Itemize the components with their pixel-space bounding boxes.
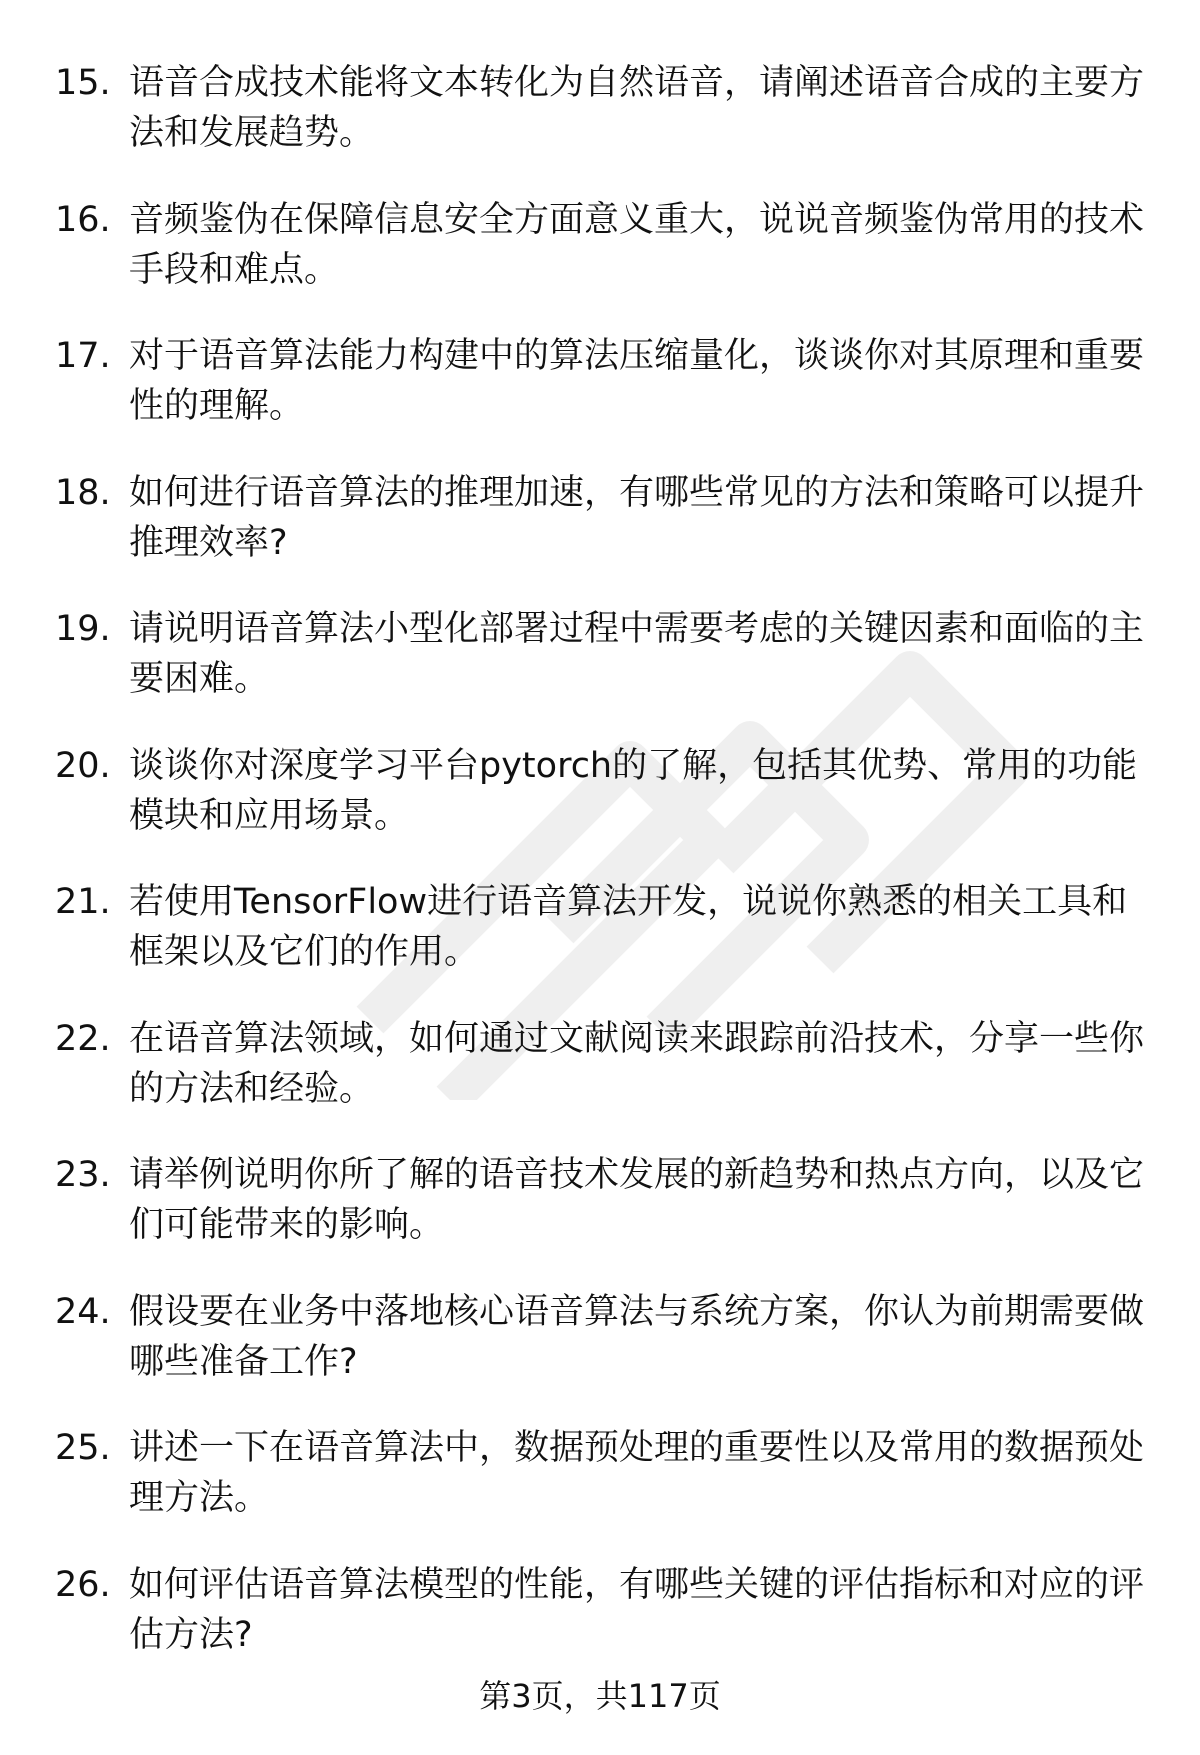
question-number: 22.	[55, 1018, 111, 1059]
question-text: 如何进行语音算法的推理加速，有哪些常见的方法和策略可以提升推理效率?	[129, 472, 1145, 563]
question-item	[55, 877, 1165, 977]
question-item	[55, 1014, 1165, 1114]
page-footer: 第3页，共117页	[479, 1677, 721, 1715]
question-number: 23.	[55, 1155, 111, 1195]
question-item	[55, 331, 1165, 431]
question-item	[55, 1150, 1165, 1250]
question-list	[55, 58, 1165, 1696]
question-text: 语音合成技术能将文本转化为自然语音，请阐述语音合成的主要方法和发展趋势。	[129, 63, 1145, 153]
question-number: 16.	[55, 199, 111, 240]
question-item	[55, 1423, 1165, 1523]
question-text: 若使用TensorFlow进行语音算法开发，说说你熟悉的相关工具和框架以及它们的作用。	[129, 882, 1128, 972]
question-text: 请举例说明你所了解的语音技术发展的新趋势和热点方向，以及它们可能带来的影响。	[129, 1155, 1145, 1245]
question-number: 20.	[55, 745, 111, 786]
question-item	[55, 1287, 1165, 1387]
question-item	[55, 1560, 1165, 1660]
question-item	[55, 604, 1165, 704]
question-item	[55, 195, 1165, 295]
question-item	[55, 58, 1165, 158]
question-text: 讲述一下在语音算法中，数据预处理的重要性以及常用的数据预处理方法。	[129, 1428, 1145, 1518]
question-text: 请说明语音算法小型化部署过程中需要考虑的关键因素和面临的主要困难。	[129, 609, 1145, 699]
question-number: 15.	[55, 63, 111, 103]
question-number: 25.	[55, 1428, 111, 1468]
question-text: 对于语音算法能力构建中的算法压缩量化，谈谈你对其原理和重要性的理解。	[129, 336, 1145, 426]
question-text: 在语音算法领域，如何通过文献阅读来跟踪前沿技术，分享一些你的方法和经验。	[129, 1018, 1145, 1109]
question-number: 21.	[55, 882, 111, 922]
question-text: 假设要在业务中落地核心语音算法与系统方案，你认为前期需要做哪些准备工作?	[129, 1291, 1145, 1382]
question-text: 音频鉴伪在保障信息安全方面意义重大，说说音频鉴伪常用的技术手段和难点。	[129, 199, 1145, 290]
question-text: 如何评估语音算法模型的性能，有哪些关键的评估指标和对应的评估方法?	[129, 1564, 1145, 1655]
question-number: 24.	[55, 1291, 111, 1332]
question-number: 18.	[55, 472, 111, 513]
question-number: 26.	[55, 1564, 111, 1605]
question-item	[55, 468, 1165, 568]
question-number: 17.	[55, 336, 111, 376]
question-number: 19.	[55, 609, 111, 649]
question-item	[55, 741, 1165, 841]
question-text: 谈谈你对深度学习平台pytorch的了解，包括其优势、常用的功能模块和应用场景。	[129, 745, 1138, 836]
